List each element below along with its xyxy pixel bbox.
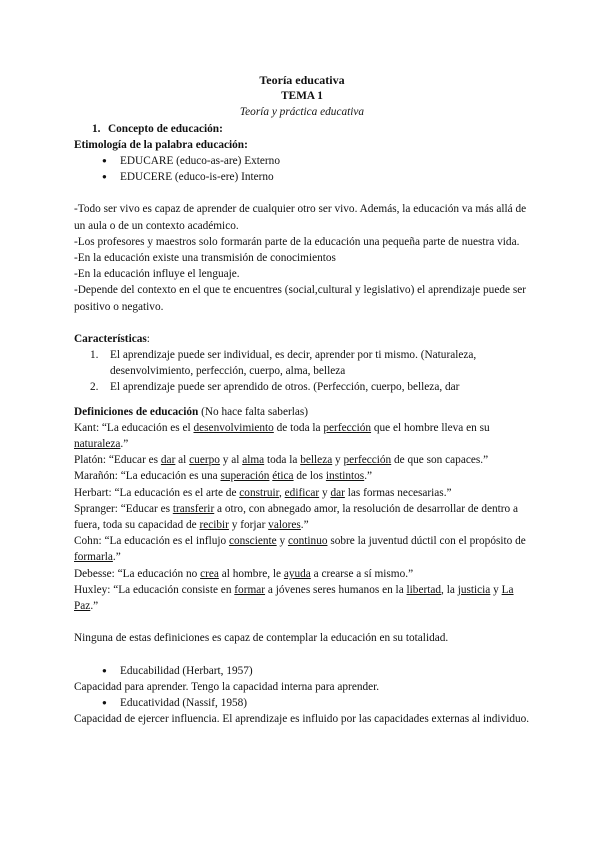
list-item: ● Educatividad (Nassif, 1958) [104,695,530,711]
conclusion-text: Ninguna de estas definiciones es capaz de contemplar la educación en su totalidad. [74,632,449,645]
document-page [74,72,530,727]
list-item: ● EDUCARE (educo-as-are) Externo [104,153,530,169]
caracteristicas-heading: Características: [74,332,150,345]
list-item: ● EDUCERE (educo-is-ere) Interno [104,169,530,185]
definition-platon: Platón: “Educar es dar al cuerpo y al alma toda la belleza y perfección de que son capaces.” [74,454,489,467]
list-item: ● Educabilidad (Herbart, 1957) [104,663,530,679]
etimologia-heading: Etimología de la palabra educación: [74,138,248,151]
definition-maranon: Marañón: “La educación es una superación ética de los instintos.” [74,470,373,483]
definition-kant: Kant: “La educación es el desenvolvimiento de toda la perfección que el hombre lleva en su naturaleza.” [74,421,490,451]
etimologia-list [74,153,530,185]
definition-debesse: Debesse: “La educación no crea al hombre, le ayuda a crearse a sí mismo.” [74,567,414,580]
paragraph: -En la educación influye el lenguaje. [74,268,240,281]
educatividad-desc: Capacidad de ejercer influencia. El aprendizaje es influido por las capacidades externas al individuo. [74,713,530,726]
document-title: Teoría educativa [259,73,345,87]
caracteristicas-list [74,347,530,396]
list-item: 1. El aprendizaje puede ser individual, es decir, aprender por ti mismo. (Naturaleza, desenvolvimiento, perfección, cuerpo, alma, belleza [90,349,477,378]
paragraph: -En la educación existe una transmisión de conocimientos [74,252,336,265]
paragraph: -Los profesores y maestros solo formarán parte de la educación una pequeña parte de nuestra vida. [74,235,520,248]
paragraph: -Todo ser vivo es capaz de aprender de cualquier otro ser vivo. Además, la educación va más allá de un aula o de un contexto académico. [74,203,527,232]
educabilidad-desc: Capacidad para aprender. Tengo la capacidad interna para aprender. [74,680,380,693]
definition-cohn: Cohn: “La educación es el influjo consciente y continuo sobre la juventud dúctil con el propósito de formarla.” [74,535,526,564]
definition-herbart: Herbart: “La educación es el arte de construir, edificar y dar las formas necesarias.” [74,486,452,499]
paragraph: -Depende del contexto en el que te encuentres (social,cultural y legislativo) el aprendizaje puede ser positivo o negativo. [74,284,526,313]
section-1-heading: 1. Concepto de educación: [92,122,223,135]
definiciones-heading: Definiciones de educación (No hace falta saberlas) [74,405,309,418]
definition-huxley: Huxley: “La educación consiste en formar a jóvenes seres humanos en la libertad, la justicia y La Paz.” [74,583,514,613]
list-item: 2. El aprendizaje puede ser aprendido de otros. (Perfección, cuerpo, belleza, dar [90,381,460,394]
educatividad-list [74,695,530,711]
document-subtitle: Teoría y práctica educativa [239,106,365,119]
tema-heading: TEMA 1 [281,90,323,103]
educabilidad-list [74,663,530,679]
definition-spranger: Spranger: “Educar es transferir a otro, con abnegado amor, la resolución de desarrollar de dentro a fuera, toda su capacidad de recibir y forjar valores.” [74,502,519,532]
